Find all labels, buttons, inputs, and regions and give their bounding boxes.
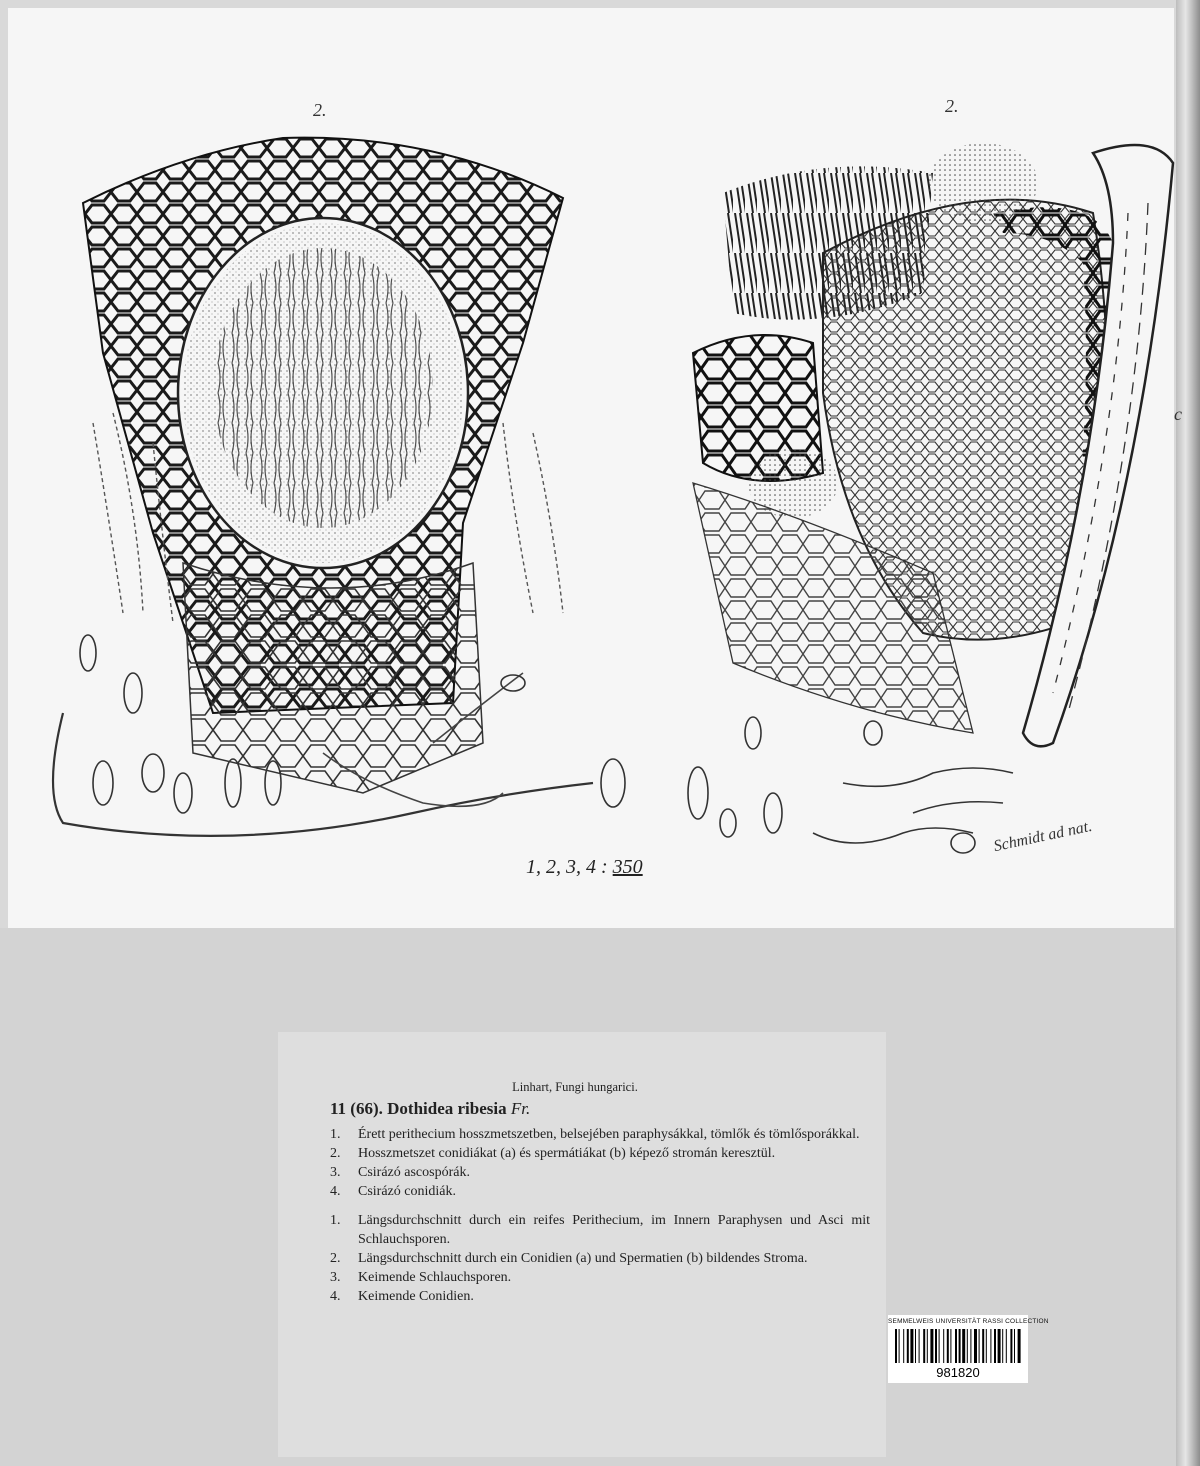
item-text: Hosszmetszet conidiákat (a) és spermátiákat (b) képező stromán keresztül. [358, 1146, 776, 1161]
magnification-label [526, 856, 643, 879]
caption-title [330, 1099, 870, 1119]
item-number: 1. [330, 1127, 341, 1142]
barcode-institution: SEMMELWEIS UNIVERSITÄT RASSI COLLECTION [888, 1318, 1049, 1325]
item-text: Csirázó conidiák. [358, 1184, 456, 1199]
magnification-value: 350 [612, 856, 643, 878]
barcode-label [888, 1315, 1049, 1383]
item-number: 1. [330, 1213, 341, 1228]
list-item [330, 1249, 870, 1268]
item-text: Keimende Conidien. [358, 1289, 474, 1304]
list-item [330, 1211, 870, 1249]
list-item [330, 1144, 870, 1163]
item-number: 4. [330, 1184, 341, 1199]
figure-letter-c: c [1174, 404, 1182, 424]
hungarian-legend [330, 1125, 870, 1201]
plate-caption [330, 1080, 870, 1316]
magnification-prefix: 1, 2, 3, 4 : [526, 856, 613, 878]
item-number: 2. [330, 1251, 341, 1266]
stroma-section-drawing [673, 93, 1193, 913]
item-text: Längsdurchschnitt durch ein Conidien (a) und Spermatien (b) bildendes Stroma. [358, 1251, 808, 1266]
item-text: Keimende Schlauchsporen. [358, 1270, 512, 1285]
list-item [330, 1163, 870, 1182]
item-text: Érett perithecium hosszmetszetben, belsejében paraphysákkal, tömlők és tömlősporákkal. [358, 1127, 860, 1142]
figure-number-left: 2. [313, 100, 327, 120]
german-legend [330, 1211, 870, 1306]
item-number: 3. [330, 1165, 341, 1180]
list-item [330, 1268, 870, 1287]
artist-signature: Schmidt ad nat. [992, 817, 1094, 856]
list-item [330, 1125, 870, 1144]
figure-number-right: 2. [945, 96, 959, 116]
illustration-plate [8, 8, 1182, 928]
item-text: Längsdurchschnitt durch ein reifes Perithecium, im Innern Paraphysen und Asci mit Schlauchsporen. [358, 1213, 870, 1247]
list-item [330, 1287, 870, 1306]
caption-source: Linhart, Fungi hungarici. [512, 1080, 638, 1094]
item-number: 2. [330, 1146, 341, 1161]
item-number: 3. [330, 1270, 341, 1285]
barcode-number: 981820 [936, 1365, 980, 1380]
perithecium-section-drawing [33, 93, 638, 913]
species-name: Dothidea ribesia [387, 1099, 507, 1118]
species-authority: Fr. [510, 1099, 531, 1118]
item-number: 4. [330, 1289, 341, 1304]
list-item [330, 1182, 870, 1201]
barcode-bars [895, 1329, 1021, 1363]
plate-number: 11 (66). [330, 1099, 383, 1118]
item-text: Csirázó ascospórák. [358, 1165, 470, 1180]
